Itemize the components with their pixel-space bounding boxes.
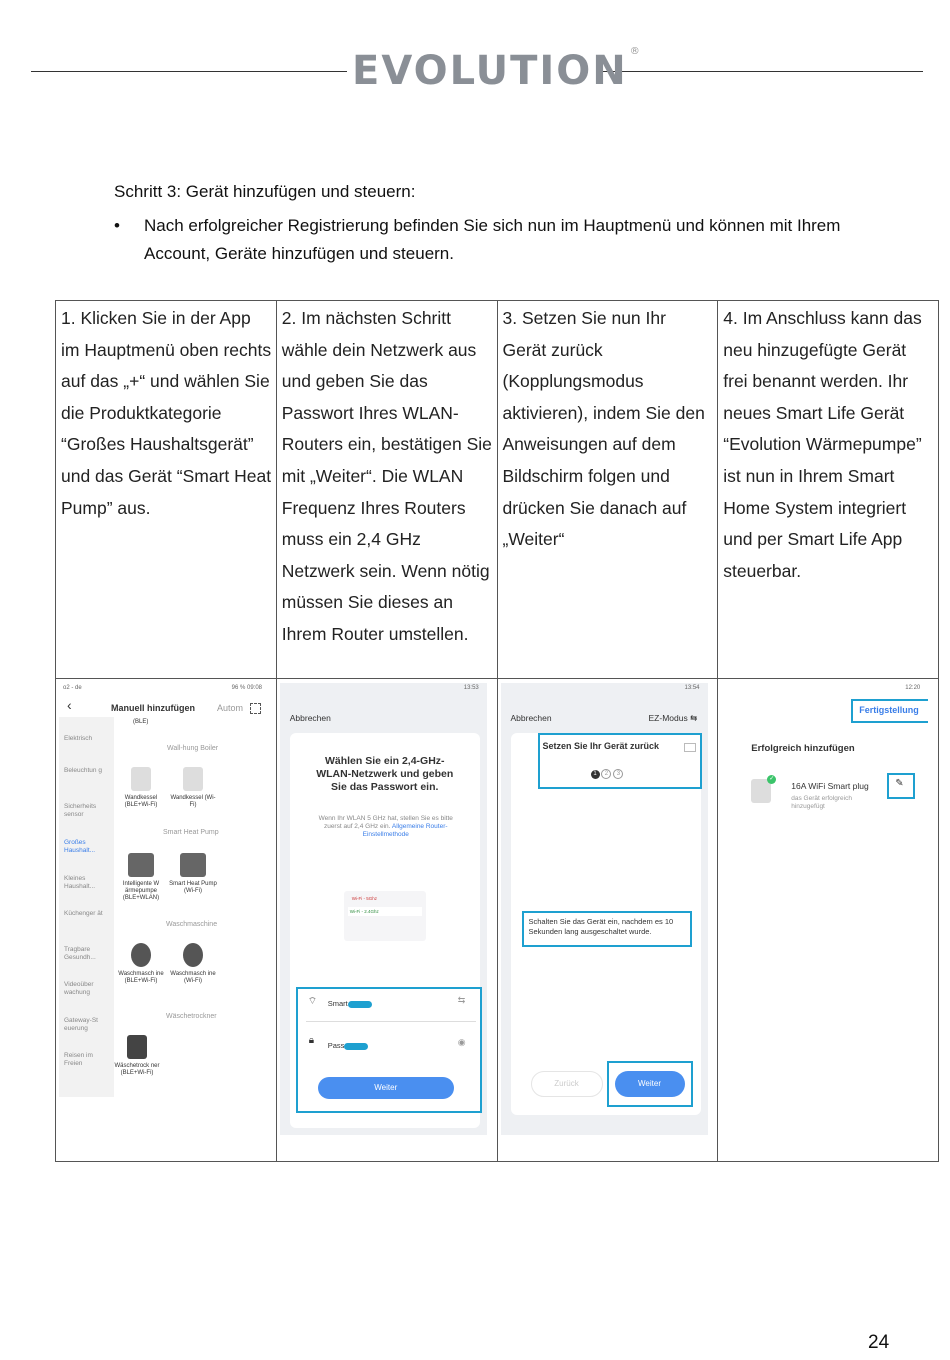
- cancel-link[interactable]: Abbrechen: [510, 713, 552, 723]
- lock-icon: 🔒︎: [308, 1035, 315, 1046]
- success-heading: Erfolgreich hinzufügen: [751, 743, 855, 754]
- category-item[interactable]: Videoüber wachung: [64, 981, 94, 996]
- step-1-text: 1. Klicken Sie in der App im Hauptmenü oben rechts auf das „+“ und wählen Sie die Produktkategorie “Großes Haushaltsgerät” und das Gerät “Smart Heat Pump” aus.: [61, 308, 272, 518]
- device-tile[interactable]: Wandkessel (Wi-Fi): [169, 767, 217, 809]
- category-item[interactable]: Gateway-St euerung: [64, 1017, 98, 1032]
- category-item[interactable]: Elektrisch: [64, 735, 93, 742]
- boiler-icon: [183, 767, 203, 791]
- page-number: 24: [868, 1332, 890, 1353]
- phone-screen-1: [59, 683, 266, 1135]
- category-item[interactable]: Beleuchtun g: [64, 767, 102, 774]
- reset-instruction: Schalten Sie das Gerät ein, nachdem es 10 Sekunden lang ausgeschaltet wurde.: [528, 917, 674, 936]
- password-input[interactable]: Pass: [328, 1041, 380, 1050]
- section-title: Smart Heat Pump: [163, 829, 219, 836]
- wifi-5g-row: Wi-Fi - 5Ghz: [351, 896, 377, 901]
- ble-label: (BLE): [133, 719, 149, 725]
- switch-network-icon[interactable]: ⇆: [457, 995, 466, 1005]
- washer-icon: [183, 943, 203, 967]
- mode-switch[interactable]: EZ-Modus ⇆: [648, 713, 698, 723]
- category-item[interactable]: Kleines Haushalt...: [64, 875, 96, 890]
- step-2-text: 2. Im nächsten Schritt wähle dein Netzwerk aus und geben Sie das Passwort Ihres WLAN-Routers ein, bestätigen Sie mit „Weiter“. Die WLAN Frequenz Ihres Routers muss ein 2,4 GHz Netzwerk sein. Wenn nötig müssen Sie dieses an Ihrem Router umstellen.: [281, 308, 492, 644]
- status-right: 12:20: [905, 685, 921, 691]
- bullet-text: Nach erfolgreicher Registrierung befinden Sie sich nun im Hauptmenü und können mit Ihrem Account, Geräte hinzufügen und steuern.: [144, 216, 841, 263]
- section-title: Waschmaschine: [166, 921, 218, 928]
- ssid-input[interactable]: Smart: [328, 999, 380, 1008]
- header-rule-left: [31, 71, 347, 72]
- category-item[interactable]: Tragbare Gesundh...: [64, 946, 96, 961]
- step-dot-active: 1: [591, 770, 600, 779]
- heat-pump-icon: [128, 853, 154, 877]
- wifi-hint: Wenn Ihr WLAN 5 GHz hat, stellen Sie es bitte zuerst auf 2,4 GHz ein. Allgemeine Router-Einstellmethode: [318, 815, 453, 838]
- device-tile[interactable]: Intelligente W ärmepumpe (BLE+WLAN): [117, 853, 165, 902]
- status-right: 96 % 09:08: [231, 685, 262, 691]
- input-divider: [306, 1021, 476, 1022]
- wifi-icon: ⌔: [307, 996, 318, 1007]
- next-button[interactable]: Weiter: [318, 1077, 454, 1099]
- step-dot: 2: [601, 769, 611, 779]
- category-item-active[interactable]: Großes Haushalt...: [64, 839, 96, 854]
- device-tile[interactable]: Wäschetrock ner (BLE+Wi-Fi): [113, 1035, 161, 1077]
- password-redaction: [344, 1043, 368, 1050]
- wifi-24g-row: Wi-Fi - 2.4Ghz: [348, 907, 422, 916]
- step-3-cell: [497, 301, 718, 679]
- router-settings-link[interactable]: Allgemeine Router-Einstellmethode: [362, 823, 448, 838]
- heat-pump-icon: [180, 853, 206, 877]
- screenshot-4-cell: [718, 679, 939, 1162]
- step-4-text: 4. Im Anschluss kann das neu hinzugefügte Gerät frei benannt werden. Ihr neues Smart Life Gerät “Evolution Wärmepumpe” ist nun in Ihrem Smart Home System integriert und per Smart Life App steuerbar.: [723, 308, 922, 581]
- device-tile[interactable]: Waschmasch ine (Wi-Fi): [169, 943, 217, 985]
- category-item[interactable]: Küchenger ät: [64, 910, 103, 917]
- step-4-cell: [718, 301, 939, 679]
- screenshot-3-cell: [497, 679, 718, 1162]
- back-arrow-icon[interactable]: ‹: [67, 697, 72, 713]
- phone-screen-4: [721, 683, 928, 1135]
- device-mini-icon: [684, 743, 696, 752]
- edit-icon[interactable]: ✎: [895, 778, 904, 789]
- device-tile[interactable]: Waschmasch ine (BLE+Wi-Fi): [117, 943, 165, 985]
- status-right: 13:53: [463, 685, 479, 691]
- device-name: 16A WiFi Smart plug: [791, 781, 869, 791]
- phone-screen-2: [280, 683, 487, 1135]
- ssid-redaction: [348, 1001, 372, 1008]
- steps-table: [55, 300, 939, 1162]
- washer-icon: [131, 943, 151, 967]
- wifi-heading: Wählen Sie ein 2,4-GHz-WLAN-Netzwerk und geben Sie das Passwort ein.: [316, 755, 454, 793]
- screenshot-1-cell: [56, 679, 277, 1162]
- screenshot-2-cell: [276, 679, 497, 1162]
- cancel-link[interactable]: Abbrechen: [289, 713, 331, 723]
- success-check-icon: ✓: [769, 776, 775, 782]
- evolution-logo: EVOLUTION ®: [352, 46, 642, 94]
- section-title: Wäschetrockner: [166, 1013, 217, 1020]
- status-right: 13:54: [684, 685, 700, 691]
- phone-screen-3: [501, 683, 708, 1135]
- step-title: Schritt 3: Gerät hinzufügen und steuern:: [114, 182, 416, 201]
- show-password-icon[interactable]: ◉: [457, 1037, 466, 1047]
- category-item[interactable]: Sicherheits sensor: [64, 803, 97, 818]
- reset-heading: Setzen Sie Ihr Gerät zurück: [542, 741, 660, 751]
- screen-title: Manuell hinzufügen: [111, 703, 195, 713]
- next-button[interactable]: Weiter: [615, 1071, 685, 1097]
- category-item[interactable]: Reisen im Freien: [64, 1052, 93, 1067]
- status-left: o2 - de: [63, 685, 82, 691]
- step-1-cell: [56, 301, 277, 679]
- boiler-icon: [131, 767, 151, 791]
- step-3-text: 3. Setzen Sie nun Ihr Gerät zurück (Kopplungsmodus aktivieren), indem Sie den Anweisungen auf dem Bildschirm folgen und drücken Sie danach auf „Weiter“: [502, 308, 705, 550]
- header-rule-right: [603, 71, 923, 72]
- scan-icon[interactable]: [250, 703, 261, 714]
- device-tile[interactable]: Wandkessel (BLE+Wi-Fi): [117, 767, 165, 809]
- step-dot: 3: [613, 769, 623, 779]
- back-button[interactable]: Zurück: [531, 1071, 603, 1097]
- device-status: das Gerät erfolgreich hinzugefügt: [791, 795, 852, 810]
- done-button[interactable]: Fertigstellung: [859, 705, 919, 715]
- dryer-icon: [127, 1035, 147, 1059]
- auto-tab[interactable]: Autom: [217, 703, 244, 713]
- bullet-marker: •: [114, 216, 120, 235]
- step-2-cell: [276, 301, 497, 679]
- device-tile-smart-heat-pump[interactable]: Smart Heat Pump (Wi-Fi): [169, 853, 217, 895]
- section-title: Wall-hung Boiler: [167, 745, 219, 752]
- wifi-illustration: [344, 891, 426, 941]
- step-indicator: [591, 769, 624, 779]
